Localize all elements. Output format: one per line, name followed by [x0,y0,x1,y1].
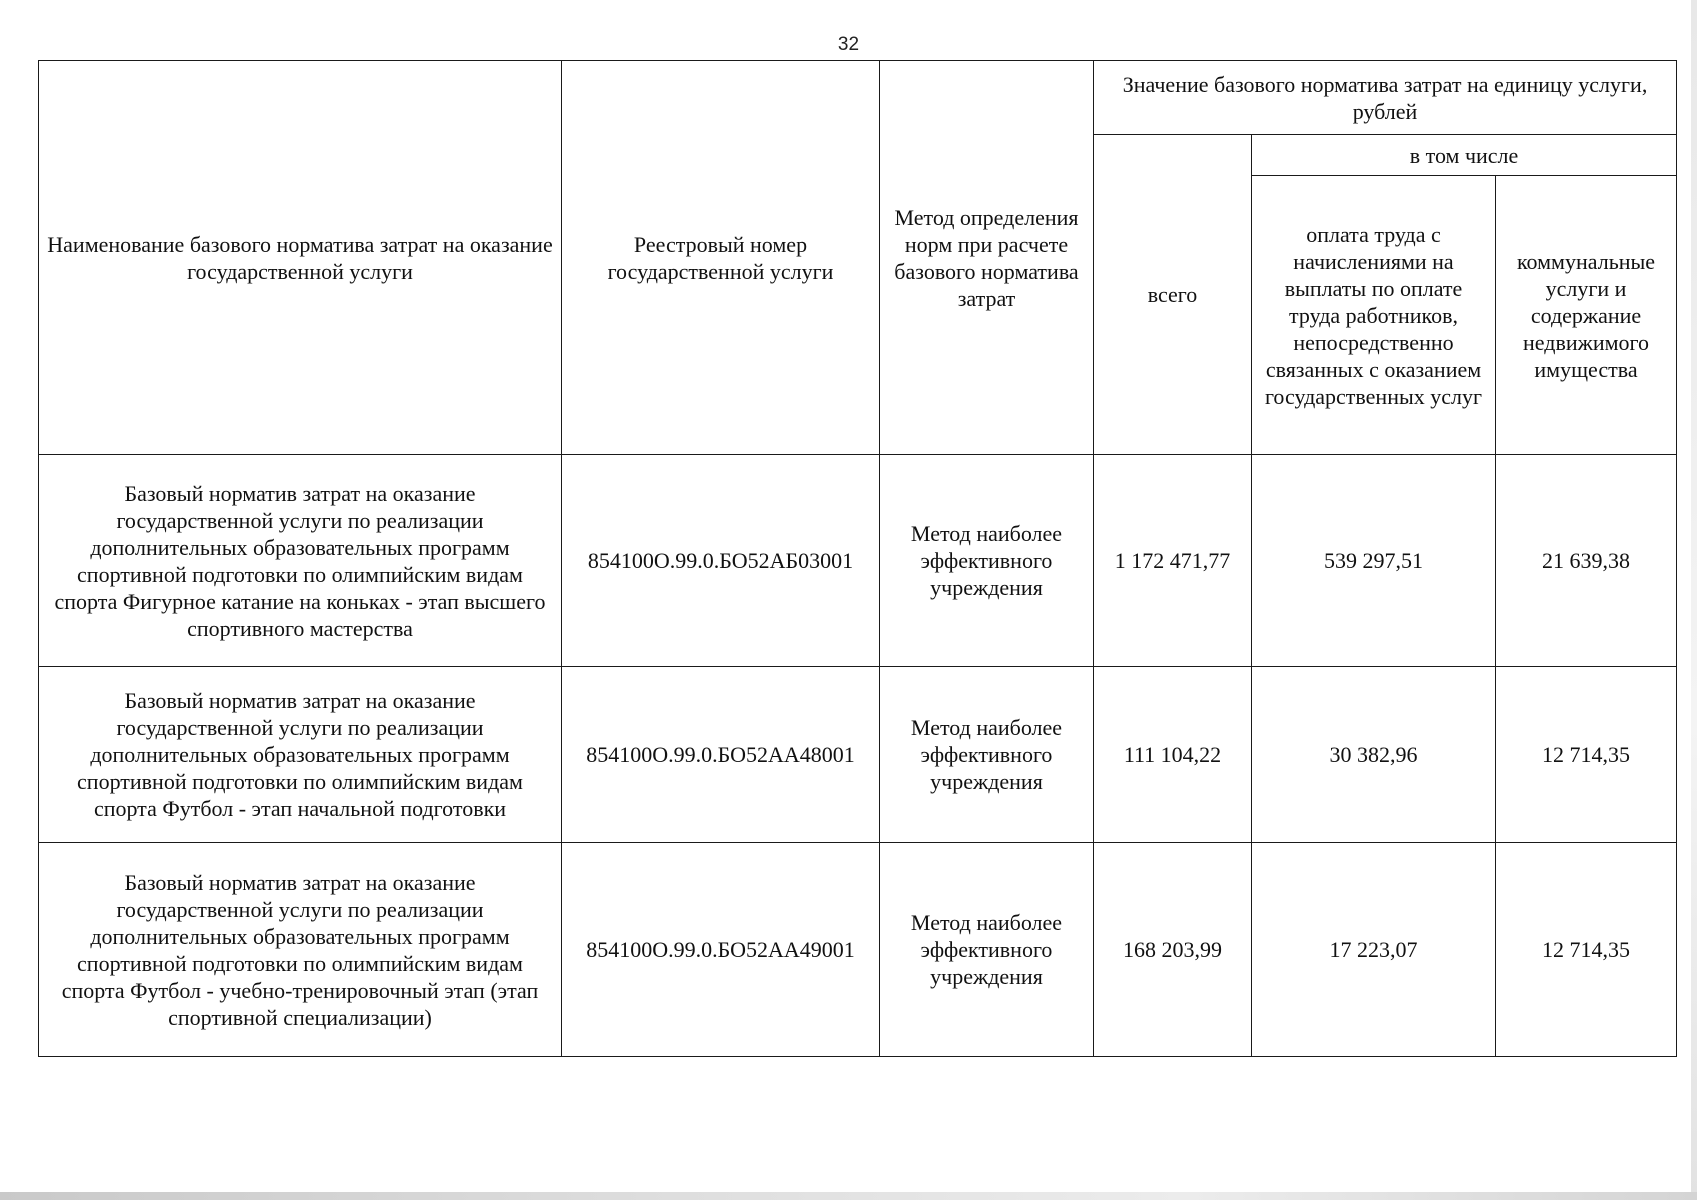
header-labor: оплата труда с начислениями на выплаты по оплате труда работников, непосредственно связанных с оказанием государственных услуг [1252,176,1496,455]
row-registry-number: 854100О.99.0.БО52АА48001 [562,667,880,843]
row-labor: 17 223,07 [1252,843,1496,1057]
row-total: 111 104,22 [1094,667,1252,843]
header-including: в том числе [1252,135,1677,176]
row-name: Базовый норматив затрат на оказание государственной услуги по реализации дополнительных образовательных программ спортивной подготовки по олимпийским видам спорта Футбол - этап начальной подготовки [39,667,562,843]
table-row [39,455,1677,667]
row-method: Метод наиболее эффективного учреждения [880,667,1094,843]
header-method: Метод определения норм при расчете базового норматива затрат [880,61,1094,455]
header-value-group: Значение базового норматива затрат на единицу услуги, рублей [1094,61,1677,135]
table-row [39,843,1677,1057]
row-method: Метод наиболее эффективного учреждения [880,455,1094,667]
row-utilities: 21 639,38 [1496,455,1677,667]
cost-norm-table [38,60,1677,1057]
scan-bottom-edge [0,1192,1697,1200]
header-utilities: коммунальные услуги и содержание недвижимого имущества [1496,176,1677,455]
header-name: Наименование базового норматива затрат на оказание государственной услуги [39,61,562,455]
row-labor: 30 382,96 [1252,667,1496,843]
row-total: 168 203,99 [1094,843,1252,1057]
page-number: 32 [837,34,860,55]
row-total: 1 172 471,77 [1094,455,1252,667]
table-row [39,667,1677,843]
header-registry-number: Реестровый номер государственной услуги [562,61,880,455]
row-method: Метод наиболее эффективного учреждения [880,843,1094,1057]
row-utilities: 12 714,35 [1496,843,1677,1057]
header-row-1 [39,61,1677,135]
row-name: Базовый норматив затрат на оказание государственной услуги по реализации дополнительных образовательных программ спортивной подготовки по олимпийским видам спорта Футбол - учебно-тренировочный этап (этап спортивной специализации) [39,843,562,1057]
row-registry-number: 854100О.99.0.БО52АБ03001 [562,455,880,667]
header-total: всего [1094,135,1252,455]
row-utilities: 12 714,35 [1496,667,1677,843]
scan-right-edge [1691,0,1697,1200]
row-registry-number: 854100О.99.0.БО52АА49001 [562,843,880,1057]
row-name: Базовый норматив затрат на оказание государственной услуги по реализации дополнительных образовательных программ спортивной подготовки по олимпийским видам спорта Фигурное катание на коньках - этап высшего спортивного мастерства [39,455,562,667]
row-labor: 539 297,51 [1252,455,1496,667]
